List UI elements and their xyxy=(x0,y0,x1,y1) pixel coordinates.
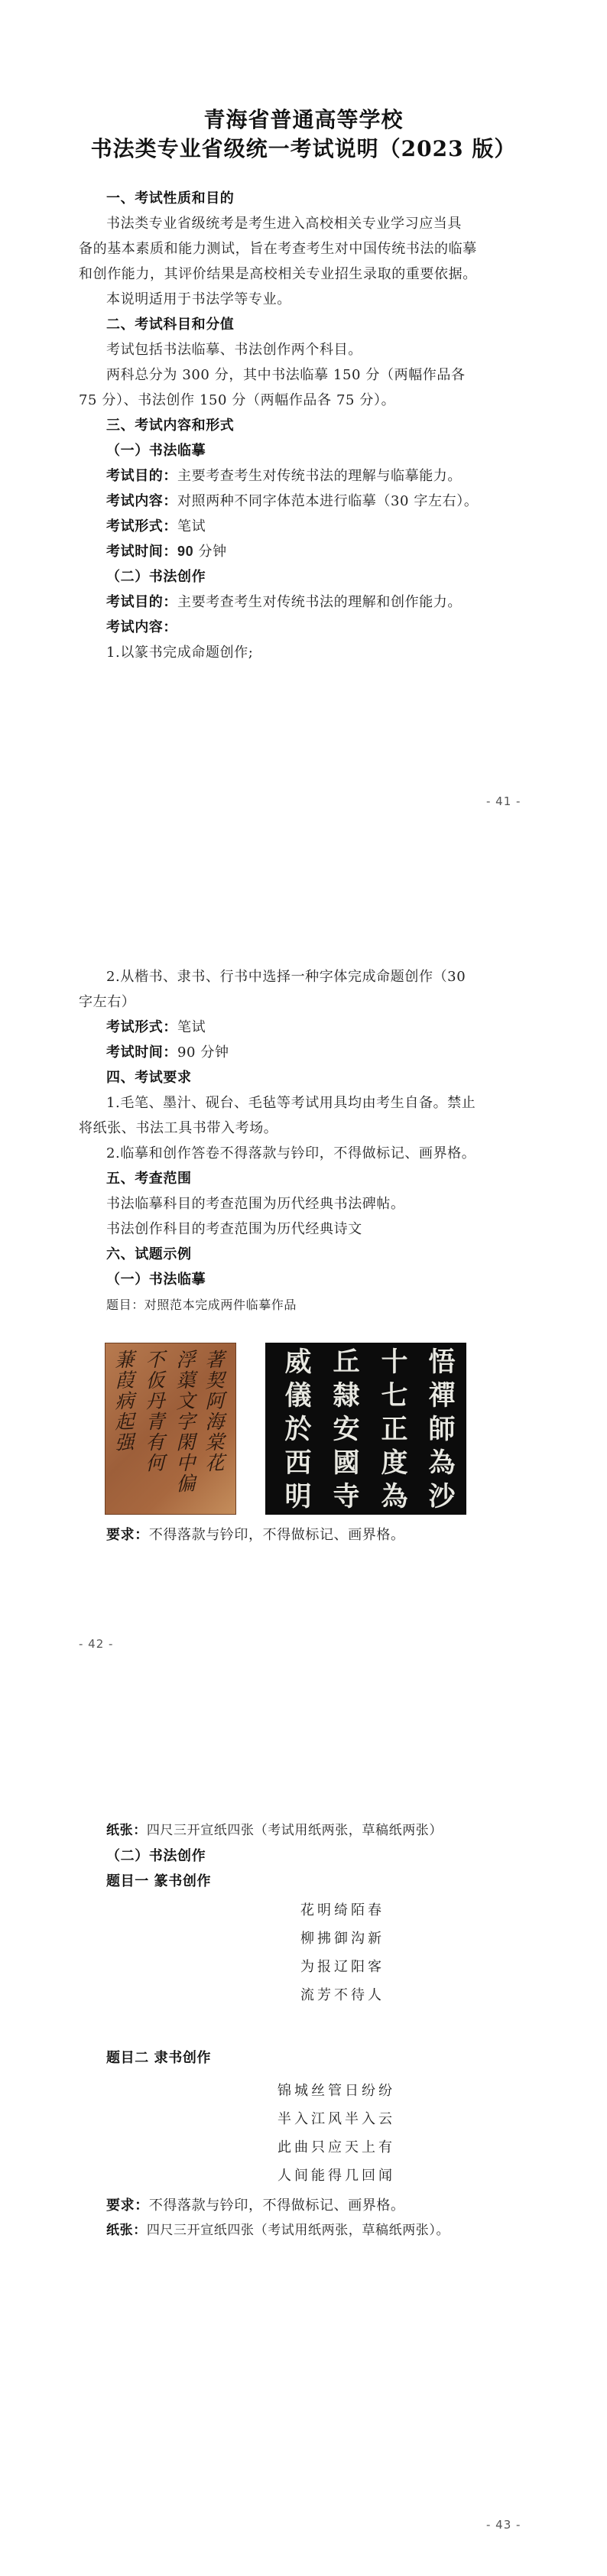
exam-content-line xyxy=(79,489,531,514)
calligraphy-column: 著契阿海棠花 xyxy=(205,1348,225,1475)
section-heading-4: 四、考试要求 xyxy=(106,1070,192,1086)
requirement-line xyxy=(79,1522,531,1548)
field-label: 考试内容： xyxy=(106,493,177,509)
field-value: 不得落款与钤印，不得做标记、画界格。 xyxy=(148,1527,405,1543)
poem-line: 柳拂御沟新 xyxy=(300,1931,385,1947)
question-line: 题目：对照范本完成两件临摹作品 xyxy=(106,1298,297,1312)
section-heading-2: 二、考试科目和分值 xyxy=(106,317,235,333)
subsection-heading: （二）书法创作 xyxy=(106,569,206,585)
requirement-line xyxy=(79,2193,531,2218)
page-number: - 41 - xyxy=(486,794,521,808)
poem-line: 人间能得几回闻 xyxy=(278,2168,395,2184)
calligraphy-sample-regular-script-rubbing xyxy=(265,1343,466,1515)
exam-purpose-line xyxy=(79,463,531,489)
field-label: 纸张： xyxy=(106,1823,147,1838)
list-item: 1.以篆书完成命题创作; xyxy=(106,645,254,661)
exam-purpose-line xyxy=(79,590,531,615)
poem-line: 半入江风半入云 xyxy=(278,2111,395,2127)
subsection-heading: （二）书法创作 xyxy=(106,1848,206,1864)
poem-line: 锦城丝管日纷纷 xyxy=(278,2083,395,2099)
field-value: 笔试 xyxy=(177,1019,206,1035)
paragraph-line: 备的基本素质和能力测试，旨在考查考生对中国传统书法的临摹 xyxy=(79,241,477,257)
page-number: - 43 - xyxy=(486,2518,521,2532)
calligraphy-column: 浮蕖文字閑中偏 xyxy=(176,1348,196,1496)
field-value: 主要考查考生对传统书法的理解与临摹能力。 xyxy=(177,468,462,484)
paragraph-line: 考试包括书法临摹、书法创作两个科目。 xyxy=(106,342,362,358)
exam-form-line xyxy=(79,1015,531,1040)
calligraphy-column: 丘隸安國寺 xyxy=(333,1346,360,1512)
document-page-1 xyxy=(0,0,607,859)
paragraph-line: 书法创作科目的考查范围为历代经典诗文 xyxy=(106,1221,362,1237)
field-label: 考试目的： xyxy=(106,468,177,484)
section-heading-3: 三、考试内容和形式 xyxy=(106,417,235,434)
exam-time-line xyxy=(79,1040,531,1065)
paragraph-line: 和创作能力，其评价结果是高校相关专业招生录取的重要依据。 xyxy=(79,266,477,282)
paragraph-line: 2.临摹和创作答卷不得落款与钤印，不得做标记、画界格。 xyxy=(106,1145,476,1161)
list-item-continued: 字左右） xyxy=(79,994,136,1010)
calligraphy-column: 悟禪師為沙 xyxy=(428,1346,456,1512)
poem-line: 此曲只应天上有 xyxy=(278,2139,395,2155)
paragraph-line: 本说明适用于书法学等专业。 xyxy=(106,291,291,307)
list-item: 2.从楷书、隶书、行书中选择一种字体完成命题创作（30 xyxy=(106,969,466,985)
poem-line: 流芳不待人 xyxy=(300,1987,385,2003)
field-label: 要求： xyxy=(106,1527,149,1543)
document-page-2 xyxy=(0,859,607,1717)
question-heading-2: 题目二 隶书创作 xyxy=(106,2050,212,2066)
title-line-2: 书法类专业省级统一考试说明（2023 版） xyxy=(90,136,517,161)
poem-line: 为报辽阳客 xyxy=(300,1959,385,1975)
field-label: 考试时间： xyxy=(106,1044,177,1061)
field-label: 考试目的： xyxy=(106,594,177,610)
field-value: 主要考查考生对传统书法的理解和创作能力。 xyxy=(177,594,462,610)
paragraph-line: 1.毛笔、墨汁、砚台、毛毡等考试用具均由考生自备。禁止 xyxy=(106,1095,476,1111)
field-label: 纸张： xyxy=(106,2223,147,2238)
calligraphy-column: 威儀於西明 xyxy=(284,1346,312,1512)
calligraphy-column: 十七正度為 xyxy=(381,1346,408,1512)
paragraph-line: 书法类专业省级统考是考生进入高校相关专业学习应当具 xyxy=(106,216,462,232)
paper-spec-line xyxy=(79,2218,531,2243)
field-unit: 分钟 xyxy=(193,544,227,560)
poem-line: 花明绮陌春 xyxy=(300,1902,385,1918)
field-label: 考试形式： xyxy=(106,1019,177,1035)
field-value: 90 分钟 xyxy=(177,1044,229,1061)
title-line-1: 青海省普通高等学校 xyxy=(203,107,404,132)
paragraph-line: 将纸张、书法工具书带入考场。 xyxy=(79,1120,278,1136)
question-heading-1: 题目一 篆书创作 xyxy=(106,1873,212,1889)
calligraphy-sample-running-script xyxy=(105,1343,236,1515)
field-label: 要求： xyxy=(106,2198,149,2214)
paragraph-line: 两科总分为 300 分，其中书法临摹 150 分（两幅作品各 xyxy=(106,367,466,383)
field-value: 四尺三开宣纸四张（考试用纸两张，草稿纸两张） xyxy=(146,1823,443,1838)
field-value: 不得落款与钤印，不得做标记、画界格。 xyxy=(148,2198,405,2214)
field-label: 考试形式： xyxy=(106,518,177,534)
section-heading-1: 一、考试性质和目的 xyxy=(106,190,235,206)
calligraphy-column: 不仮丹青有何 xyxy=(145,1348,165,1475)
paper-spec-line xyxy=(79,1818,531,1843)
exam-content-line xyxy=(79,615,531,640)
section-heading-5: 五、考查范围 xyxy=(106,1171,192,1187)
exam-time-line xyxy=(79,539,531,564)
paragraph-line: 75 分）、书法创作 150 分（两幅作品各 75 分）。 xyxy=(79,392,396,408)
paragraph-line: 书法临摹科目的考查范围为历代经典书法碑帖。 xyxy=(106,1196,405,1212)
field-value: 四尺三开宣纸四张（考试用纸两张，草稿纸两张）。 xyxy=(146,2223,450,2238)
document-title xyxy=(0,106,607,164)
field-label: 考试时间： xyxy=(106,544,177,560)
field-label: 考试内容： xyxy=(106,619,177,635)
page-number: - 42 - xyxy=(79,1637,114,1651)
exam-form-line xyxy=(79,514,531,539)
calligraphy-column: 蒹葭病起强 xyxy=(115,1348,135,1454)
field-value: 笔试 xyxy=(177,518,206,534)
document-page-3 xyxy=(0,1717,607,2576)
field-value: 对照两种不同字体范本进行临摹（30 字左右）。 xyxy=(177,493,479,509)
field-value: 90 xyxy=(177,544,194,559)
section-heading-6: 六、试题示例 xyxy=(106,1246,192,1262)
subsection-heading: （一）书法临摹 xyxy=(106,443,206,459)
subsection-heading: （一）书法临摹 xyxy=(106,1272,206,1288)
